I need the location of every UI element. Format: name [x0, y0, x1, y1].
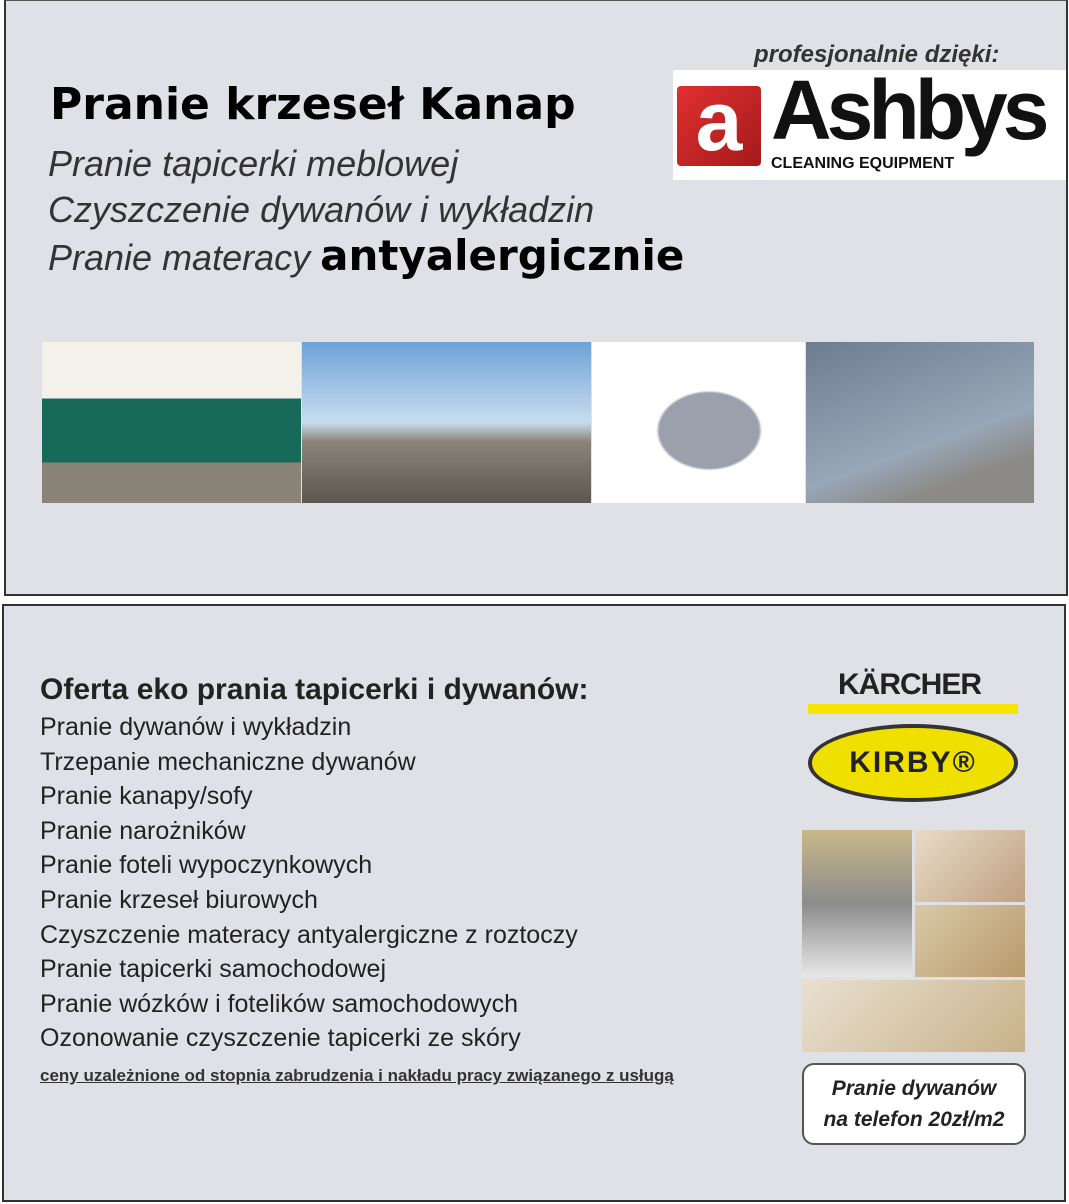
list-item: Czyszczenie materacy antyalergiczne z roztoczy — [40, 920, 578, 949]
karcher-logo — [808, 668, 1018, 714]
collage-photo — [915, 905, 1025, 977]
collage-photo — [802, 830, 912, 977]
price-line: na telefon 20zł/m2 — [823, 1108, 1005, 1131]
service-line — [48, 231, 685, 280]
main-title: Pranie krzeseł Kanap — [50, 79, 576, 130]
collage-photo — [802, 980, 1025, 1052]
kirby-logo: KIRBY® — [808, 724, 1018, 802]
service-line: Czyszczenie dywanów i wykładzin — [48, 189, 595, 230]
vacuum-photo — [592, 342, 805, 503]
ashbys-name: Ashbys — [771, 70, 1045, 157]
offer-heading: Oferta eko prania tapicerki i dywanów: — [40, 673, 589, 706]
list-item: Ozonowanie czyszczenie tapicerki ze skóry — [40, 1024, 521, 1053]
list-item: Pranie narożników — [40, 816, 246, 845]
price-box — [802, 1063, 1026, 1145]
list-item: Pranie tapicerki samochodowej — [40, 955, 387, 984]
collage-photo — [915, 830, 1025, 902]
karcher-text: KÄRCHER — [838, 668, 981, 701]
price-note: ceny uzależnione od stopnia zabrudzenia i nakładu pracy związanego z usługą — [40, 1066, 674, 1085]
carpet-photo — [806, 342, 1034, 503]
list-item: Pranie dywanów i wykładzin — [40, 713, 352, 741]
top-card — [4, 0, 1068, 596]
price-line: Pranie dywanów — [831, 1077, 997, 1100]
services-list — [40, 712, 578, 1058]
list-item: Pranie krzeseł biurowych — [40, 885, 318, 914]
list-item: Pranie wózków i fotelików samochodowych — [40, 989, 518, 1018]
cleaning-collage — [802, 830, 1026, 1052]
list-item: Pranie foteli wypoczynkowych — [40, 851, 373, 880]
list-item: Pranie kanapy/sofy — [40, 782, 253, 811]
ashbys-mark: a — [677, 86, 761, 166]
service-text: Pranie materacy — [48, 237, 311, 278]
emphasis-text: antyalergicznie — [320, 231, 685, 280]
ashbys-logo — [673, 70, 1066, 180]
karcher-bar — [808, 704, 1018, 714]
thanks-text: profesjonalnie dzięki: — [754, 41, 1000, 68]
list-item: Trzepanie mechaniczne dywanów — [40, 747, 416, 776]
sofa-photo — [42, 342, 301, 503]
car-photo — [302, 342, 591, 503]
service-line: Pranie tapicerki meblowej — [48, 143, 459, 184]
ashbys-tagline: CLEANING EQUIPMENT — [771, 155, 955, 172]
